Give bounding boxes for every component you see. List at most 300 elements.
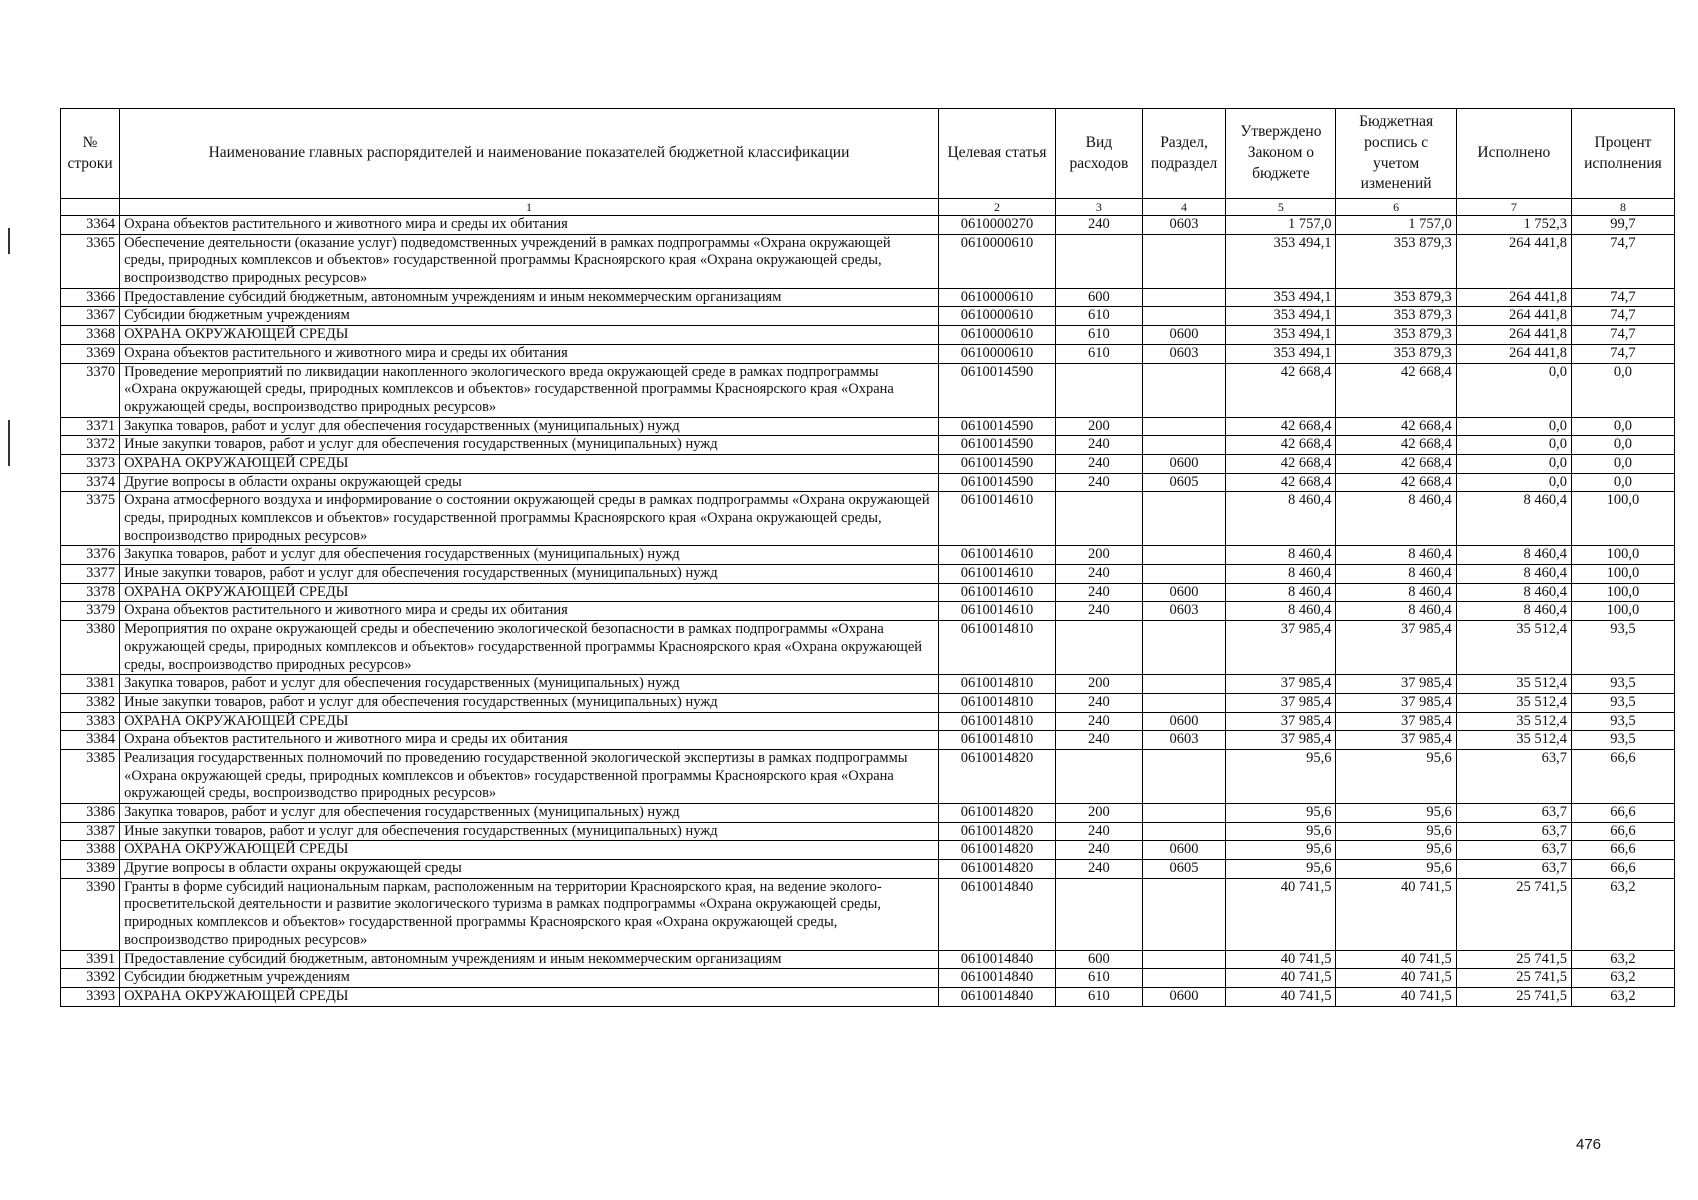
row-budget-schedule: 8 460,4 (1336, 583, 1456, 602)
row-executed: 0,0 (1456, 473, 1571, 492)
row-budget-schedule: 42 668,4 (1336, 436, 1456, 455)
table-row (61, 804, 1675, 823)
row-budget-schedule: 40 741,5 (1336, 878, 1456, 950)
table-row (61, 731, 1675, 750)
row-expense-kind: 200 (1056, 417, 1143, 436)
row-expense-kind: 240 (1056, 841, 1143, 860)
row-expense-kind: 240 (1056, 602, 1143, 621)
row-number: 3375 (61, 492, 120, 546)
row-target-article: 0610014820 (938, 822, 1055, 841)
row-budget-schedule: 37 985,4 (1336, 731, 1456, 750)
column-number: 3 (1056, 199, 1143, 216)
row-percent: 66,6 (1571, 749, 1674, 803)
row-percent: 74,7 (1571, 234, 1674, 288)
row-executed: 25 741,5 (1456, 987, 1571, 1006)
row-executed: 8 460,4 (1456, 602, 1571, 621)
row-section (1142, 804, 1226, 823)
row-target-article: 0610014810 (938, 693, 1055, 712)
row-name: Закупка товаров, работ и услуг для обеспечения государственных (муниципальных) нужд (120, 417, 939, 436)
row-number: 3388 (61, 841, 120, 860)
row-expense-kind: 240 (1056, 436, 1143, 455)
row-number: 3380 (61, 621, 120, 675)
row-section: 0600 (1142, 712, 1226, 731)
row-budget-schedule: 40 741,5 (1336, 969, 1456, 988)
row-percent: 74,7 (1571, 288, 1674, 307)
row-section (1142, 492, 1226, 546)
row-number: 3374 (61, 473, 120, 492)
row-approved: 8 460,4 (1226, 583, 1336, 602)
row-percent: 93,5 (1571, 675, 1674, 694)
row-name: Иные закупки товаров, работ и услуг для обеспечения государственных (муниципальных) нужд (120, 822, 939, 841)
row-target-article: 0610014610 (938, 492, 1055, 546)
row-percent: 63,2 (1571, 950, 1674, 969)
row-percent: 66,6 (1571, 804, 1674, 823)
row-percent: 99,7 (1571, 216, 1674, 235)
row-target-article: 0610000610 (938, 288, 1055, 307)
row-approved: 1 757,0 (1226, 216, 1336, 235)
row-approved: 42 668,4 (1226, 473, 1336, 492)
row-approved: 353 494,1 (1226, 326, 1336, 345)
row-executed: 35 512,4 (1456, 621, 1571, 675)
row-target-article: 0610014810 (938, 712, 1055, 731)
row-section (1142, 675, 1226, 694)
row-name: ОХРАНА ОКРУЖАЮЩЕЙ СРЕДЫ (120, 583, 939, 602)
row-budget-schedule: 353 879,3 (1336, 344, 1456, 363)
row-budget-schedule: 37 985,4 (1336, 621, 1456, 675)
row-percent: 74,7 (1571, 307, 1674, 326)
row-target-article: 0610000610 (938, 307, 1055, 326)
row-approved: 353 494,1 (1226, 234, 1336, 288)
row-target-article: 0610000610 (938, 326, 1055, 345)
row-target-article: 0610014590 (938, 417, 1055, 436)
row-percent: 63,2 (1571, 987, 1674, 1006)
row-budget-schedule: 353 879,3 (1336, 234, 1456, 288)
row-approved: 37 985,4 (1226, 621, 1336, 675)
header-section: Раздел, подраздел (1142, 109, 1226, 199)
row-budget-schedule: 95,6 (1336, 822, 1456, 841)
row-budget-schedule: 40 741,5 (1336, 950, 1456, 969)
row-section (1142, 621, 1226, 675)
row-number: 3365 (61, 234, 120, 288)
row-executed: 63,7 (1456, 841, 1571, 860)
header-executed: Исполнено (1456, 109, 1571, 199)
column-number: 6 (1336, 199, 1456, 216)
row-number: 3367 (61, 307, 120, 326)
row-expense-kind: 200 (1056, 546, 1143, 565)
row-number: 3377 (61, 565, 120, 584)
row-section (1142, 546, 1226, 565)
column-number: 8 (1571, 199, 1674, 216)
row-name: ОХРАНА ОКРУЖАЮЩЕЙ СРЕДЫ (120, 454, 939, 473)
table-row (61, 693, 1675, 712)
row-target-article: 0610014810 (938, 621, 1055, 675)
row-percent: 100,0 (1571, 492, 1674, 546)
row-executed: 0,0 (1456, 363, 1571, 417)
row-percent: 0,0 (1571, 363, 1674, 417)
row-budget-schedule: 42 668,4 (1336, 417, 1456, 436)
row-target-article: 0610014840 (938, 878, 1055, 950)
row-budget-schedule: 353 879,3 (1336, 307, 1456, 326)
margin-mark (8, 420, 10, 466)
row-section (1142, 436, 1226, 455)
row-budget-schedule: 1 757,0 (1336, 216, 1456, 235)
row-executed: 25 741,5 (1456, 878, 1571, 950)
row-section: 0603 (1142, 731, 1226, 750)
row-section: 0600 (1142, 987, 1226, 1006)
row-section: 0600 (1142, 326, 1226, 345)
row-name: Охрана объектов растительного и животного мира и среды их обитания (120, 216, 939, 235)
row-expense-kind: 600 (1056, 950, 1143, 969)
row-name: Предоставление субсидий бюджетным, автономным учреждениям и иным некоммерческим организациям (120, 288, 939, 307)
row-section (1142, 288, 1226, 307)
row-name: Мероприятия по охране окружающей среды и обеспечению экологической безопасности в рамках подпрограммы «Охрана окружающей среды, природных комплексов и объектов» государственной программы Красноярского края «Охрана окружающей среды, воспроизводство природных ресурсов» (120, 621, 939, 675)
row-budget-schedule: 37 985,4 (1336, 693, 1456, 712)
row-executed: 264 441,8 (1456, 234, 1571, 288)
header-percent: Процент исполнения (1571, 109, 1674, 199)
table-row (61, 326, 1675, 345)
table-row (61, 417, 1675, 436)
row-name: Охрана объектов растительного и животного мира и среды их обитания (120, 731, 939, 750)
row-percent: 74,7 (1571, 326, 1674, 345)
table-row (61, 492, 1675, 546)
row-percent: 0,0 (1571, 454, 1674, 473)
row-approved: 42 668,4 (1226, 363, 1336, 417)
row-number: 3391 (61, 950, 120, 969)
table-row (61, 454, 1675, 473)
row-section: 0600 (1142, 454, 1226, 473)
row-approved: 8 460,4 (1226, 492, 1336, 546)
row-expense-kind: 610 (1056, 307, 1143, 326)
table-row (61, 749, 1675, 803)
row-executed: 63,7 (1456, 804, 1571, 823)
row-number: 3393 (61, 987, 120, 1006)
row-expense-kind: 600 (1056, 288, 1143, 307)
row-budget-schedule: 95,6 (1336, 804, 1456, 823)
row-target-article: 0610014810 (938, 675, 1055, 694)
header-approved: Утверждено Законом о бюджете (1226, 109, 1336, 199)
table-row (61, 878, 1675, 950)
row-percent: 100,0 (1571, 602, 1674, 621)
row-expense-kind: 610 (1056, 344, 1143, 363)
row-approved: 95,6 (1226, 841, 1336, 860)
row-name: ОХРАНА ОКРУЖАЮЩЕЙ СРЕДЫ (120, 326, 939, 345)
row-executed: 1 752,3 (1456, 216, 1571, 235)
row-number: 3370 (61, 363, 120, 417)
row-section (1142, 307, 1226, 326)
row-target-article: 0610014840 (938, 950, 1055, 969)
row-name: Охрана объектов растительного и животного мира и среды их обитания (120, 602, 939, 621)
row-percent: 63,2 (1571, 969, 1674, 988)
table-row (61, 950, 1675, 969)
row-executed: 264 441,8 (1456, 326, 1571, 345)
row-target-article: 0610014840 (938, 987, 1055, 1006)
row-expense-kind: 240 (1056, 454, 1143, 473)
row-approved: 8 460,4 (1226, 565, 1336, 584)
row-executed: 8 460,4 (1456, 492, 1571, 546)
row-number: 3383 (61, 712, 120, 731)
row-target-article: 0610014610 (938, 602, 1055, 621)
row-target-article: 0610014590 (938, 473, 1055, 492)
row-target-article: 0610014610 (938, 583, 1055, 602)
row-section: 0605 (1142, 473, 1226, 492)
column-number: 1 (120, 199, 939, 216)
row-section (1142, 234, 1226, 288)
row-percent: 66,6 (1571, 860, 1674, 879)
row-expense-kind: 610 (1056, 987, 1143, 1006)
row-section (1142, 749, 1226, 803)
row-number: 3392 (61, 969, 120, 988)
row-budget-schedule: 8 460,4 (1336, 565, 1456, 584)
table-row (61, 234, 1675, 288)
row-name: Закупка товаров, работ и услуг для обеспечения государственных (муниципальных) нужд (120, 675, 939, 694)
row-number: 3384 (61, 731, 120, 750)
row-target-article: 0610000610 (938, 234, 1055, 288)
table-row (61, 712, 1675, 731)
row-percent: 0,0 (1571, 473, 1674, 492)
row-executed: 63,7 (1456, 822, 1571, 841)
row-section (1142, 693, 1226, 712)
row-name: Реализация государственных полномочий по проведению государственной экологической экспертизы в рамках подпрограммы «Охрана окружающей среды, природных комплексов и объектов» государственной программы Красноярского края «Охрана окружающей среды, воспроизводство природных ресурсов» (120, 749, 939, 803)
row-target-article: 0610014590 (938, 436, 1055, 455)
row-percent: 93,5 (1571, 621, 1674, 675)
row-executed: 0,0 (1456, 417, 1571, 436)
row-percent: 100,0 (1571, 546, 1674, 565)
row-name: Обеспечение деятельности (оказание услуг) подведомственных учреждений в рамках подпрограммы «Охрана окружающей среды, природных комплексов и объектов» государственной программы Красноярского края «Охрана окружающей среды, воспроизводство природных ресурсов» (120, 234, 939, 288)
row-executed: 264 441,8 (1456, 307, 1571, 326)
row-number: 3386 (61, 804, 120, 823)
row-name: Субсидии бюджетным учреждениям (120, 969, 939, 988)
row-target-article: 0610014590 (938, 363, 1055, 417)
row-percent: 63,2 (1571, 878, 1674, 950)
row-expense-kind: 240 (1056, 693, 1143, 712)
row-name: Субсидии бюджетным учреждениям (120, 307, 939, 326)
column-number: 5 (1226, 199, 1336, 216)
row-number: 3390 (61, 878, 120, 950)
row-expense-kind: 200 (1056, 675, 1143, 694)
row-section: 0605 (1142, 860, 1226, 879)
table-row (61, 344, 1675, 363)
row-section (1142, 878, 1226, 950)
table-row (61, 602, 1675, 621)
row-executed: 25 741,5 (1456, 950, 1571, 969)
row-target-article: 0610014820 (938, 804, 1055, 823)
row-expense-kind: 240 (1056, 860, 1143, 879)
row-executed: 35 512,4 (1456, 712, 1571, 731)
row-approved: 8 460,4 (1226, 546, 1336, 565)
table-row (61, 307, 1675, 326)
row-expense-kind: 240 (1056, 712, 1143, 731)
table-row (61, 675, 1675, 694)
row-name: Иные закупки товаров, работ и услуг для обеспечения государственных (муниципальных) нужд (120, 565, 939, 584)
row-name: ОХРАНА ОКРУЖАЮЩЕЙ СРЕДЫ (120, 841, 939, 860)
row-executed: 264 441,8 (1456, 288, 1571, 307)
table-row (61, 546, 1675, 565)
row-name: ОХРАНА ОКРУЖАЮЩЕЙ СРЕДЫ (120, 712, 939, 731)
row-percent: 93,5 (1571, 731, 1674, 750)
row-executed: 264 441,8 (1456, 344, 1571, 363)
column-numbers-row (61, 199, 1675, 216)
row-approved: 95,6 (1226, 822, 1336, 841)
budget-table (60, 108, 1675, 1007)
row-approved: 95,6 (1226, 804, 1336, 823)
row-target-article: 0610000270 (938, 216, 1055, 235)
row-name: ОХРАНА ОКРУЖАЮЩЕЙ СРЕДЫ (120, 987, 939, 1006)
table-row (61, 363, 1675, 417)
row-executed: 8 460,4 (1456, 583, 1571, 602)
header-budget-schedule: Бюджетная роспись с учетом изменений (1336, 109, 1456, 199)
row-target-article: 0610014590 (938, 454, 1055, 473)
row-name: Гранты в форме субсидий национальным паркам, расположенным на территории Красноярского края, на ведение эколого-просветительской деятельности и развитие экологического туризма в рамках подпрограммы «Охрана окружающей среды, природных комплексов и объектов» государственной программы Красноярского края «Охрана окружающей среды, воспроизводство природных ресурсов» (120, 878, 939, 950)
row-section: 0603 (1142, 344, 1226, 363)
row-number: 3387 (61, 822, 120, 841)
row-number: 3381 (61, 675, 120, 694)
row-approved: 37 985,4 (1226, 675, 1336, 694)
table-row (61, 473, 1675, 492)
row-target-article: 0610014610 (938, 565, 1055, 584)
table-header (61, 109, 1675, 216)
row-executed: 25 741,5 (1456, 969, 1571, 988)
row-number: 3378 (61, 583, 120, 602)
row-executed: 35 512,4 (1456, 731, 1571, 750)
table-row (61, 987, 1675, 1006)
row-number: 3389 (61, 860, 120, 879)
row-number: 3366 (61, 288, 120, 307)
row-approved: 353 494,1 (1226, 344, 1336, 363)
row-budget-schedule: 42 668,4 (1336, 363, 1456, 417)
row-expense-kind (1056, 363, 1143, 417)
row-executed: 8 460,4 (1456, 565, 1571, 584)
row-budget-schedule: 42 668,4 (1336, 454, 1456, 473)
row-budget-schedule: 8 460,4 (1336, 492, 1456, 546)
row-expense-kind: 610 (1056, 326, 1143, 345)
table-row (61, 565, 1675, 584)
row-executed: 63,7 (1456, 860, 1571, 879)
row-section (1142, 950, 1226, 969)
row-name: Предоставление субсидий бюджетным, автономным учреждениям и иным некоммерческим организациям (120, 950, 939, 969)
row-number: 3382 (61, 693, 120, 712)
table-row (61, 216, 1675, 235)
row-approved: 8 460,4 (1226, 602, 1336, 621)
row-approved: 42 668,4 (1226, 454, 1336, 473)
row-budget-schedule: 40 741,5 (1336, 987, 1456, 1006)
row-target-article: 0610014820 (938, 860, 1055, 879)
row-number: 3371 (61, 417, 120, 436)
row-expense-kind (1056, 878, 1143, 950)
row-target-article: 0610014840 (938, 969, 1055, 988)
row-approved: 95,6 (1226, 749, 1336, 803)
row-number: 3364 (61, 216, 120, 235)
row-section: 0603 (1142, 216, 1226, 235)
row-section (1142, 822, 1226, 841)
row-approved: 40 741,5 (1226, 950, 1336, 969)
row-expense-kind: 240 (1056, 822, 1143, 841)
row-budget-schedule: 37 985,4 (1336, 712, 1456, 731)
row-approved: 37 985,4 (1226, 731, 1336, 750)
row-budget-schedule: 8 460,4 (1336, 546, 1456, 565)
table-row (61, 969, 1675, 988)
row-section (1142, 363, 1226, 417)
column-number: 7 (1456, 199, 1571, 216)
row-section: 0600 (1142, 841, 1226, 860)
table-row (61, 841, 1675, 860)
row-number: 3372 (61, 436, 120, 455)
row-name: Иные закупки товаров, работ и услуг для обеспечения государственных (муниципальных) нужд (120, 693, 939, 712)
row-approved: 42 668,4 (1226, 436, 1336, 455)
row-budget-schedule: 353 879,3 (1336, 326, 1456, 345)
row-budget-schedule: 37 985,4 (1336, 675, 1456, 694)
row-target-article: 0610000610 (938, 344, 1055, 363)
row-expense-kind: 240 (1056, 583, 1143, 602)
row-section (1142, 969, 1226, 988)
row-budget-schedule: 95,6 (1336, 841, 1456, 860)
row-approved: 42 668,4 (1226, 417, 1336, 436)
row-section: 0600 (1142, 583, 1226, 602)
row-expense-kind: 240 (1056, 565, 1143, 584)
row-executed: 0,0 (1456, 436, 1571, 455)
table-body (61, 216, 1675, 1007)
row-target-article: 0610014810 (938, 731, 1055, 750)
row-approved: 40 741,5 (1226, 878, 1336, 950)
column-number: 4 (1142, 199, 1226, 216)
row-percent: 0,0 (1571, 417, 1674, 436)
row-approved: 353 494,1 (1226, 307, 1336, 326)
row-budget-schedule: 95,6 (1336, 749, 1456, 803)
row-percent: 66,6 (1571, 822, 1674, 841)
column-number (61, 199, 120, 216)
row-target-article: 0610014820 (938, 841, 1055, 860)
row-number: 3385 (61, 749, 120, 803)
table-row (61, 621, 1675, 675)
row-approved: 37 985,4 (1226, 693, 1336, 712)
row-percent: 100,0 (1571, 565, 1674, 584)
row-section (1142, 565, 1226, 584)
row-expense-kind (1056, 234, 1143, 288)
row-budget-schedule: 95,6 (1336, 860, 1456, 879)
row-approved: 37 985,4 (1226, 712, 1336, 731)
row-expense-kind: 240 (1056, 473, 1143, 492)
row-approved: 353 494,1 (1226, 288, 1336, 307)
row-executed: 35 512,4 (1456, 675, 1571, 694)
table-row (61, 436, 1675, 455)
row-name: Охрана атмосферного воздуха и информирование о состоянии окружающей среды в рамках подпрограммы «Охрана окружающей среды, природных комплексов и объектов» государственной программы Красноярского края «Охрана окружающей среды, воспроизводство природных ресурсов» (120, 492, 939, 546)
row-name: Проведение мероприятий по ликвидации накопленного экологического вреда окружающей среде в рамках подпрограммы «Охрана окружающей среды, природных комплексов и объектов» государственной программы Красноярского края «Охрана окружающей среды, воспроизводство природных ресурсов» (120, 363, 939, 417)
row-target-article: 0610014820 (938, 749, 1055, 803)
row-target-article: 0610014610 (938, 546, 1055, 565)
row-approved: 40 741,5 (1226, 987, 1336, 1006)
row-expense-kind (1056, 492, 1143, 546)
row-percent: 74,7 (1571, 344, 1674, 363)
row-approved: 95,6 (1226, 860, 1336, 879)
row-approved: 40 741,5 (1226, 969, 1336, 988)
row-expense-kind: 200 (1056, 804, 1143, 823)
row-budget-schedule: 353 879,3 (1336, 288, 1456, 307)
row-name: Закупка товаров, работ и услуг для обеспечения государственных (муниципальных) нужд (120, 804, 939, 823)
row-number: 3369 (61, 344, 120, 363)
row-expense-kind: 240 (1056, 216, 1143, 235)
row-budget-schedule: 8 460,4 (1336, 602, 1456, 621)
row-section (1142, 417, 1226, 436)
row-name: Другие вопросы в области охраны окружающей среды (120, 860, 939, 879)
header-expense-kind: Вид расходов (1056, 109, 1143, 199)
row-expense-kind: 610 (1056, 969, 1143, 988)
row-executed: 0,0 (1456, 454, 1571, 473)
row-section: 0603 (1142, 602, 1226, 621)
row-expense-kind (1056, 621, 1143, 675)
table-row (61, 288, 1675, 307)
table-row (61, 822, 1675, 841)
header-target-article: Целевая статья (938, 109, 1055, 199)
header-row-number: № строки (61, 109, 120, 199)
